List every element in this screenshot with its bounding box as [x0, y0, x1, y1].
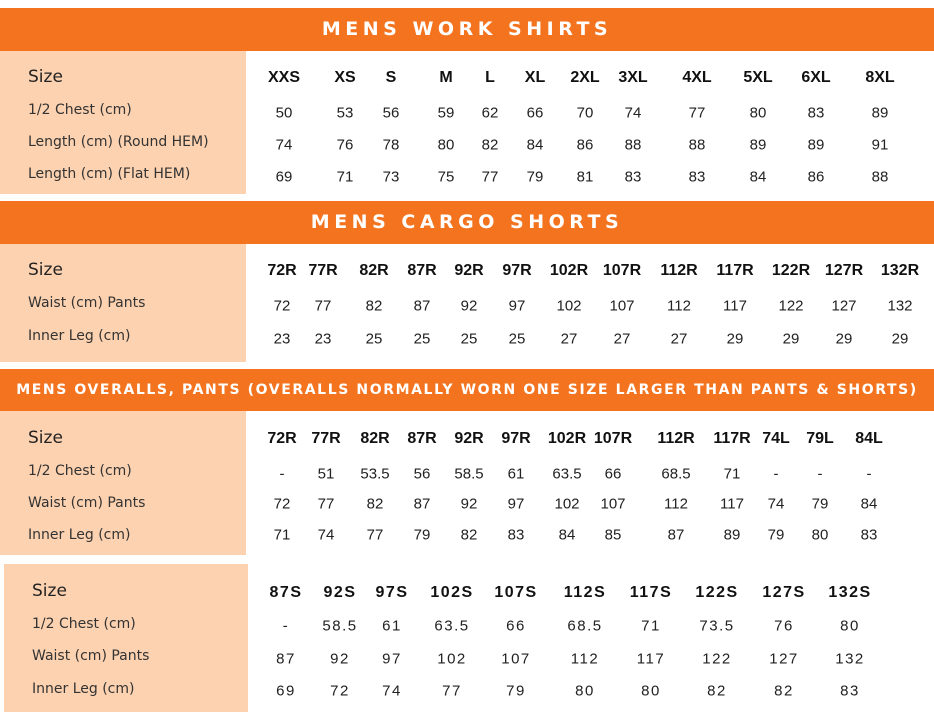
- size-header-cell: 72R: [267, 262, 297, 279]
- size-header-cell: 122R: [771, 262, 811, 279]
- measurement-cell: 68.5: [567, 617, 603, 635]
- measurement-cell: 112: [664, 495, 688, 513]
- measurement-cell: 71: [273, 526, 291, 544]
- measurement-cell: 74: [275, 136, 293, 154]
- measurement-cell: 75: [437, 168, 455, 186]
- measurement-cell: 107: [600, 495, 626, 513]
- measurement-cell: 25: [413, 330, 431, 348]
- size-row-label: Size: [28, 260, 63, 280]
- measurement-row-label: Waist (cm) Pants: [28, 295, 146, 311]
- measurement-cell: 102: [554, 495, 580, 513]
- measurement-cell: 83: [507, 526, 525, 544]
- measurement-cell: 51: [317, 465, 335, 483]
- measurement-cell: 132: [887, 297, 913, 315]
- measurement-cell: 23: [273, 330, 291, 348]
- size-header-cell: 87S: [269, 584, 303, 601]
- measurement-cell: -: [817, 465, 823, 483]
- size-header-cell: 102R: [549, 262, 589, 279]
- size-header-cell: 127R: [824, 262, 864, 279]
- size-header-cell: 102R: [547, 430, 587, 447]
- measurement-cell: 69: [276, 682, 296, 700]
- measurement-cell: 97: [382, 650, 402, 668]
- measurement-cell: 61: [507, 465, 525, 483]
- size-row-label: Size: [28, 67, 63, 87]
- measurement-cell: 72: [273, 495, 291, 513]
- measurement-cell: 102: [556, 297, 582, 315]
- measurement-cell: 84: [526, 136, 544, 154]
- measurement-cell: 73.5: [699, 617, 735, 635]
- measurement-cell: 29: [726, 330, 744, 348]
- measurement-cell: 63.5: [552, 465, 582, 483]
- measurement-cell: 56: [413, 465, 431, 483]
- measurement-cell: 87: [413, 297, 431, 315]
- measurement-cell: 27: [560, 330, 578, 348]
- size-header-cell: 102S: [430, 584, 474, 601]
- size-header-cell: 2XL: [570, 69, 600, 86]
- measurement-cell: 63.5: [434, 617, 470, 635]
- measurement-cell: 89: [871, 104, 889, 122]
- measurement-cell: 127: [769, 650, 799, 668]
- size-header-cell: 92R: [454, 262, 484, 279]
- measurement-cell: 80: [575, 682, 595, 700]
- size-header-cell: 107R: [593, 430, 633, 447]
- measurement-cell: 80: [811, 526, 829, 544]
- measurement-cell: 112: [667, 297, 691, 315]
- measurement-cell: 88: [871, 168, 889, 186]
- measurement-cell: 79: [506, 682, 526, 700]
- size-header-cell: 77R: [308, 262, 338, 279]
- measurement-cell: 97: [507, 495, 525, 513]
- measurement-cell: 29: [835, 330, 853, 348]
- measurement-cell: 27: [670, 330, 688, 348]
- size-header-cell: 8XL: [865, 69, 895, 86]
- measurement-cell: 82: [481, 136, 499, 154]
- section-title-work-shirts: MENS WORK SHIRTS: [0, 8, 934, 51]
- measurement-cell: 83: [860, 526, 878, 544]
- measurement-cell: 87: [413, 495, 431, 513]
- measurement-cell: 88: [688, 136, 706, 154]
- measurement-cell: 78: [382, 136, 400, 154]
- measurement-cell: 29: [782, 330, 800, 348]
- size-header-cell: 97R: [502, 262, 532, 279]
- measurement-cell: 79: [413, 526, 431, 544]
- measurement-row-label: Inner Leg (cm): [28, 527, 131, 543]
- size-header-cell: 117R: [713, 430, 751, 447]
- measurement-cell: 102: [437, 650, 467, 668]
- measurement-cell: 87: [667, 526, 685, 544]
- size-header-cell: 107R: [602, 262, 642, 279]
- measurement-cell: 89: [749, 136, 767, 154]
- measurement-cell: 79: [811, 495, 829, 513]
- size-header-cell: M: [439, 69, 453, 86]
- measurement-cell: 69: [275, 168, 293, 186]
- size-header-cell: 112R: [657, 430, 695, 447]
- measurement-cell: 76: [774, 617, 794, 635]
- size-header-cell: 79L: [806, 430, 834, 447]
- measurement-cell: 88: [624, 136, 642, 154]
- measurement-cell: 79: [767, 526, 785, 544]
- measurement-cell: 62: [481, 104, 499, 122]
- size-header-cell: 84L: [855, 430, 883, 447]
- measurement-cell: -: [866, 465, 872, 483]
- measurement-cell: 61: [382, 617, 402, 635]
- measurement-cell: 80: [749, 104, 767, 122]
- measurement-cell: 83: [688, 168, 706, 186]
- size-header-cell: 112R: [660, 262, 698, 279]
- size-header-cell: L: [485, 69, 495, 86]
- measurement-cell: 74: [767, 495, 785, 513]
- measurement-cell: 107: [501, 650, 531, 668]
- measurement-cell: 112: [570, 650, 600, 668]
- size-header-cell: 112S: [563, 584, 607, 601]
- measurement-cell: 80: [437, 136, 455, 154]
- measurement-cell: 29: [891, 330, 909, 348]
- measurement-cell: 86: [576, 136, 594, 154]
- measurement-cell: 66: [604, 465, 622, 483]
- measurement-cell: 56: [382, 104, 400, 122]
- measurement-cell: -: [282, 617, 290, 635]
- measurement-cell: 58.5: [322, 617, 358, 635]
- measurement-cell: 77: [317, 495, 335, 513]
- measurement-cell: 71: [641, 617, 661, 635]
- measurement-cell: 80: [641, 682, 661, 700]
- measurement-cell: 53: [336, 104, 354, 122]
- measurement-cell: 73: [382, 168, 400, 186]
- measurement-cell: 81: [576, 168, 594, 186]
- measurement-cell: 80: [840, 617, 860, 635]
- measurement-cell: 84: [558, 526, 576, 544]
- measurement-cell: 77: [442, 682, 462, 700]
- measurement-cell: 89: [807, 136, 825, 154]
- measurement-cell: 72: [273, 297, 291, 315]
- measurement-cell: 77: [314, 297, 332, 315]
- measurement-cell: 87: [276, 650, 296, 668]
- measurement-row-label: Length (cm) (Round HEM): [28, 134, 209, 150]
- size-header-cell: 132R: [880, 262, 920, 279]
- measurement-cell: 71: [723, 465, 741, 483]
- size-header-cell: XS: [334, 69, 356, 86]
- size-header-cell: 117S: [629, 584, 673, 601]
- size-header-cell: 3XL: [618, 69, 648, 86]
- size-header-cell: 117R: [716, 262, 754, 279]
- measurement-row-label: Waist (cm) Pants: [32, 648, 150, 664]
- measurement-cell: 83: [840, 682, 860, 700]
- measurement-cell: 77: [366, 526, 384, 544]
- measurement-row-label: Inner Leg (cm): [32, 681, 135, 697]
- measurement-cell: 84: [749, 168, 767, 186]
- size-header-cell: XL: [524, 69, 546, 86]
- measurement-row-label: 1/2 Chest (cm): [28, 463, 132, 479]
- measurement-cell: 82: [460, 526, 478, 544]
- measurement-cell: 27: [613, 330, 631, 348]
- measurement-cell: 91: [871, 136, 889, 154]
- size-header-cell: 74L: [762, 430, 790, 447]
- size-header-cell: XXS: [267, 69, 301, 86]
- size-header-cell: 92R: [454, 430, 484, 447]
- measurement-cell: 77: [688, 104, 706, 122]
- measurement-cell: 82: [366, 495, 384, 513]
- measurement-cell: 86: [807, 168, 825, 186]
- size-header-cell: 107S: [494, 584, 538, 601]
- measurement-row-label: Waist (cm) Pants: [28, 495, 146, 511]
- size-header-cell: 6XL: [801, 69, 831, 86]
- measurement-cell: 122: [702, 650, 732, 668]
- measurement-cell: 122: [778, 297, 804, 315]
- measurement-cell: 127: [831, 297, 857, 315]
- measurement-cell: 82: [774, 682, 794, 700]
- measurement-cell: 23: [314, 330, 332, 348]
- size-header-cell: 97S: [375, 584, 409, 601]
- measurement-cell: 74: [382, 682, 402, 700]
- size-row-label: Size: [32, 581, 67, 601]
- size-header-cell: 77R: [311, 430, 341, 447]
- size-header-cell: 97R: [501, 430, 531, 447]
- size-row-label: Size: [28, 428, 63, 448]
- size-header-cell: 5XL: [743, 69, 773, 86]
- measurement-cell: 25: [365, 330, 383, 348]
- measurement-cell: 70: [576, 104, 594, 122]
- measurement-cell: 50: [275, 104, 293, 122]
- measurement-cell: 85: [604, 526, 622, 544]
- measurement-cell: 71: [336, 168, 354, 186]
- measurement-cell: 117: [720, 495, 744, 513]
- measurement-cell: 83: [624, 168, 642, 186]
- measurement-cell: 72: [330, 682, 350, 700]
- measurement-cell: 92: [460, 297, 478, 315]
- measurement-cell: 77: [481, 168, 499, 186]
- size-header-cell: 92S: [323, 584, 357, 601]
- measurement-row-label: Inner Leg (cm): [28, 328, 131, 344]
- size-header-cell: 72R: [267, 430, 297, 447]
- measurement-cell: 68.5: [661, 465, 691, 483]
- size-header-cell: 122S: [695, 584, 739, 601]
- measurement-cell: 74: [317, 526, 335, 544]
- measurement-cell: 66: [526, 104, 544, 122]
- measurement-cell: 89: [723, 526, 741, 544]
- measurement-row-label: 1/2 Chest (cm): [28, 102, 132, 118]
- measurement-cell: 92: [330, 650, 350, 668]
- measurement-cell: 83: [807, 104, 825, 122]
- measurement-cell: -: [279, 465, 285, 483]
- measurement-cell: 25: [460, 330, 478, 348]
- measurement-cell: 74: [624, 104, 642, 122]
- measurement-cell: 66: [506, 617, 526, 635]
- measurement-cell: 97: [508, 297, 526, 315]
- size-header-cell: 4XL: [682, 69, 712, 86]
- section-title-overalls-pants: MENS OVERALLS, PANTS (OVERALLS NORMALLY WORN ONE SIZE LARGER THAN PANTS & SHORTS): [0, 369, 934, 411]
- size-header-cell: 82R: [359, 262, 389, 279]
- size-header-cell: 87R: [407, 262, 437, 279]
- size-header-cell: S: [385, 69, 397, 86]
- section-title-cargo-shorts: MENS CARGO SHORTS: [0, 201, 934, 244]
- measurement-cell: -: [773, 465, 779, 483]
- measurement-row-label: Length (cm) (Flat HEM): [28, 166, 191, 182]
- measurement-cell: 82: [365, 297, 383, 315]
- measurement-cell: 117: [636, 650, 666, 668]
- measurement-cell: 132: [835, 650, 865, 668]
- size-header-cell: 87R: [407, 430, 437, 447]
- measurement-cell: 59: [437, 104, 455, 122]
- measurement-cell: 84: [860, 495, 878, 513]
- size-header-cell: 127S: [762, 584, 806, 601]
- size-header-cell: 132S: [828, 584, 872, 601]
- measurement-cell: 117: [723, 297, 747, 315]
- measurement-cell: 76: [336, 136, 354, 154]
- size-header-cell: 82R: [360, 430, 390, 447]
- measurement-cell: 92: [460, 495, 478, 513]
- measurement-row-label: 1/2 Chest (cm): [32, 616, 136, 632]
- measurement-cell: 79: [526, 168, 544, 186]
- measurement-cell: 58.5: [454, 465, 484, 483]
- measurement-cell: 53.5: [360, 465, 390, 483]
- measurement-cell: 25: [508, 330, 526, 348]
- measurement-cell: 82: [707, 682, 727, 700]
- measurement-cell: 107: [609, 297, 635, 315]
